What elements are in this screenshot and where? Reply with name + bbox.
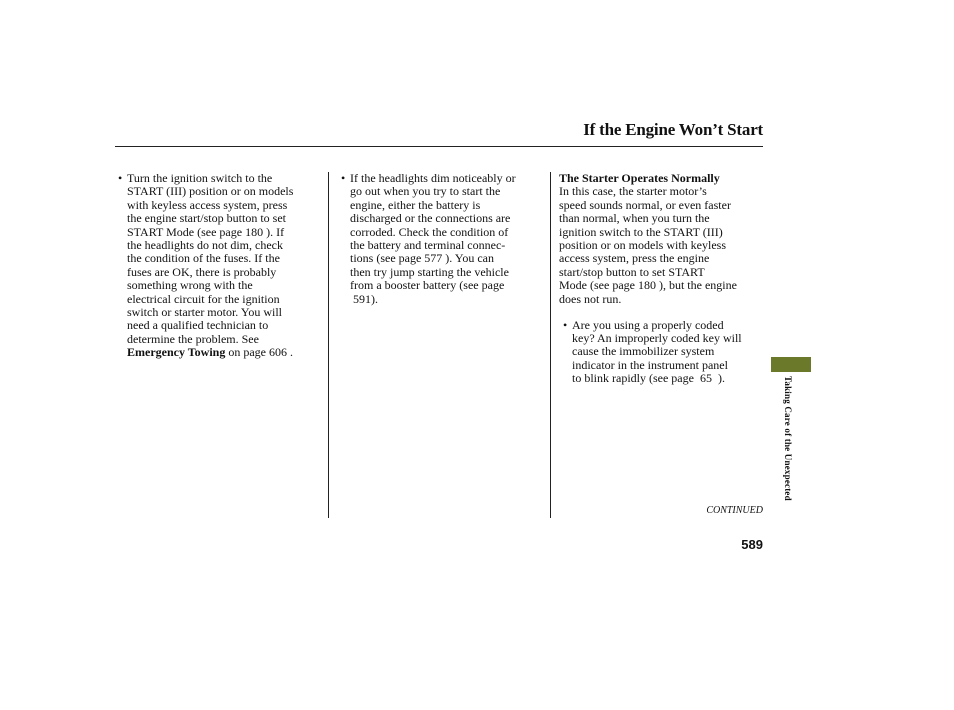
section-heading: The Starter Operates Normally <box>559 171 720 185</box>
column-1 <box>118 172 323 360</box>
text-line: ignition switch to the START (III) <box>559 224 723 239</box>
text-line: speed sounds normal, or even faster <box>559 197 731 212</box>
text-line: If the headlights dim noticeably or <box>350 171 516 185</box>
page-number: 589 <box>741 537 763 552</box>
text-line: the headlights do not dim, check <box>127 238 283 253</box>
page-ref-text: on page 606 . <box>225 345 293 360</box>
text-line: the engine start/stop button to set <box>127 211 286 226</box>
text-line: Are you using a properly coded <box>572 317 724 332</box>
text-line: then try jump starting the vehicle <box>350 264 509 279</box>
bullet-dot: • <box>341 171 346 185</box>
column-3 <box>559 172 769 386</box>
bullet-dot: • <box>563 317 568 332</box>
text-line: START Mode (see page 180 ). If <box>127 224 285 239</box>
text-line: tions (see page 577 ). You can <box>350 251 494 266</box>
text-line <box>127 346 323 359</box>
text-line: cause the immobilizer system <box>572 344 715 359</box>
header-rule <box>115 146 763 147</box>
section-tab <box>771 357 811 372</box>
text-line: engine, either the battery is <box>350 197 481 212</box>
text-line: need a qualified technician to <box>127 318 269 333</box>
text-line: the condition of the fuses. If the <box>127 251 280 266</box>
page-title: If the Engine Won’t Start <box>583 120 763 139</box>
text-line: electrical circuit for the ignition <box>127 291 280 306</box>
continued-label: CONTINUED <box>706 505 763 516</box>
column-2 <box>341 172 546 306</box>
text-line: Mode (see page 180 ), but the engine <box>559 278 737 293</box>
text-line: determine the problem. See <box>127 331 259 346</box>
text-line: go out when you try to start the <box>350 184 501 199</box>
bullet-dot: • <box>118 171 123 185</box>
text-line: something wrong with the <box>127 278 253 293</box>
text-line: Turn the ignition switch to the <box>127 171 273 185</box>
text-line: from a booster battery (see page <box>350 278 505 293</box>
text-line: start/stop button to set START <box>559 264 705 279</box>
text-line: 591). <box>350 291 378 306</box>
text-line: than normal, when you turn the <box>559 211 710 226</box>
text-line: corroded. Check the condition of <box>350 224 509 239</box>
text-line: the battery and terminal connec- <box>350 238 506 253</box>
bullet-item <box>563 319 769 386</box>
text-line: to blink rapidly (see page 65 ). <box>572 371 725 386</box>
text-line: indicator in the instrument panel <box>572 357 728 372</box>
text-line: switch or starter motor. You will <box>127 305 282 320</box>
text-line: discharged or the connections are <box>350 211 511 226</box>
column-divider <box>328 172 329 518</box>
text-line: fuses are OK, there is probably <box>127 264 277 279</box>
text-line: START (III) position or on models <box>127 184 294 199</box>
text-line: with keyless access system, press <box>127 197 288 212</box>
emergency-towing-ref: Emergency Towing <box>127 345 226 360</box>
bullet-item <box>341 172 546 306</box>
bullet-item <box>118 172 323 360</box>
text-line: position or on models with keyless <box>559 238 726 253</box>
text-line: In this case, the starter motor’s <box>559 184 707 199</box>
text-line: does not run. <box>559 291 622 306</box>
text-line: key? An improperly coded key will <box>572 330 742 345</box>
text-line: access system, press the engine <box>559 251 710 266</box>
spacer <box>559 306 769 319</box>
column-divider <box>550 172 551 518</box>
section-label: Taking Care of the Unexpected <box>783 376 793 501</box>
